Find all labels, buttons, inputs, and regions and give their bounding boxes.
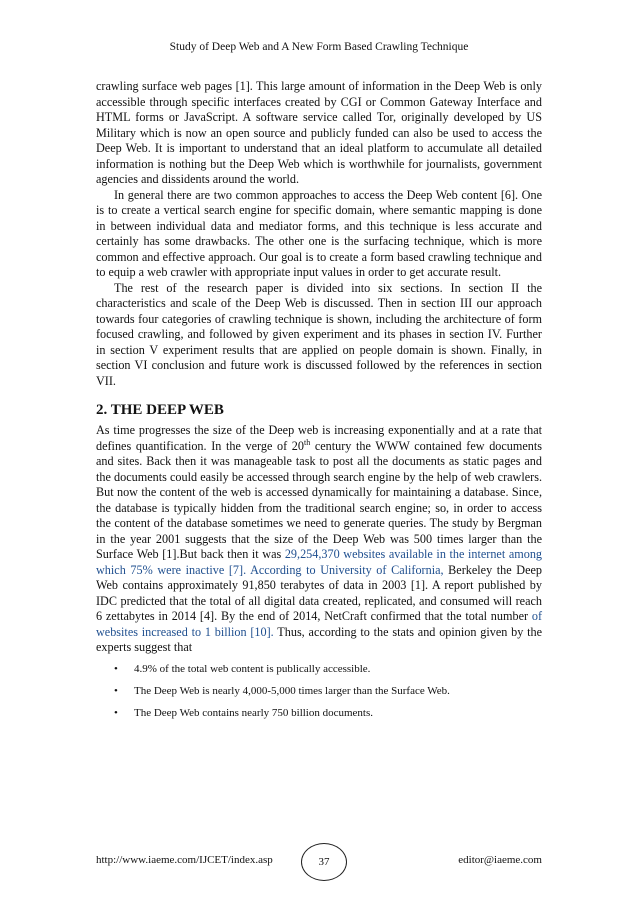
page-number-badge	[301, 843, 347, 881]
list-item	[96, 662, 542, 676]
list-item	[96, 706, 542, 720]
list-item-text: The Deep Web is nearly 4,000-5,000 times larger than the Surface Web.	[134, 684, 450, 697]
list-item-text: 4.9% of the total web content is publically accessible.	[134, 662, 371, 675]
body-content	[96, 79, 542, 728]
bullet-icon: •	[114, 662, 118, 675]
paragraph-1: crawling surface web pages [1]. This large amount of information in the Deep Web is only accessible through specific interfaces created by CGI or Common Gateway Interface and HTML forms or JavaScript. A software service called Tor, originally developed by US Military which is now an open source and publicly funded can also be used to access the Deep Web. It is important to understand that an ideal platform to accumulate all detailed information is nothing but the Deep Web which is worthwhile for journalists, government agencies and dissidents around the world.	[96, 79, 542, 186]
footer-url-link[interactable]: http://www.iaeme.com/IJCET/index.asp	[96, 854, 273, 866]
list-item-text: The Deep Web contains nearly 750 billion documents.	[134, 706, 374, 719]
page-number: 37	[318, 856, 330, 868]
section2-text-blue-1: 29,254,370 websites available in the internet among which 75% were inactive [7]. According to University of California,	[96, 547, 543, 577]
section2-paragraph	[96, 423, 542, 656]
ordinal-superscript: th	[303, 437, 311, 447]
section-heading-deep-web: 2. THE DEEP WEB	[96, 402, 224, 418]
section2-text-a: As time progresses the size of the Deep web is increasing exponentially and at a rate that defines quantification. In the verge of 20	[96, 423, 542, 453]
bullet-icon: •	[114, 684, 118, 697]
section2-text-b: century the WWW contained few documents and sites. Back then it was manageable task to post all the documents as static pages and the documents could easily be accessed through search engine by the help of web crawlers. But now the content of the web is accessed dynamically for maintaining a database. Since, the database is typically hidden from the traditional search engine; so, in order to access the content of the database sometimes we need to generate queries. The study by Bergman in the year 2001 suggests that the size of the Deep Web was 500 times larger than the Surface Web [1].But back then it was	[96, 438, 542, 561]
paragraph-3: The rest of the research paper is divided into six sections. In section II the characteristics and scale of the Deep Web is discussed. Then in section III our approach towards four categories of crawling technique is shown, including the architecture of form focused crawling, and followed by given experiment and its phases in section IV. Further in section V experiment results that are applied on people domain is shown. Finally, in section VI conclusion and future work is discussed followed by the references in section VII.	[96, 280, 542, 388]
list-item	[96, 684, 542, 698]
bullet-icon: •	[114, 706, 118, 719]
page-footer	[96, 843, 542, 877]
bullet-list	[96, 662, 542, 720]
footer-email-link[interactable]: editor@iaeme.com	[458, 854, 542, 866]
running-header: Study of Deep Web and A New Form Based Crawling Technique	[169, 41, 469, 53]
section2-text-c: Berkeley the Deep Web contains approximately 91,850 terabytes of data in 2003 [1]. A report published by IDC predicted that the total of all digital data created, replicated, and consumed will reach 6 zettabytes in 2014 [4]. By the end of 2014, NetCraft confirmed that the total number	[96, 562, 543, 623]
section2-text-blue-2: of websites increased to 1 billion [10].	[96, 609, 542, 639]
paragraph-2: In general there are two common approaches to access the Deep Web content [6]. One is to create a vertical search engine for specific domain, where semantic mapping is done in between individual data and mediator forms, and this technique is less accurate and certainly has some drawbacks. The other one is the surfacing technique, which is more common and effective approach. Our goal is to create a form based crawling technique and to equip a web crawler with appropriate input values in order to get accurate result.	[96, 187, 542, 279]
section2-text-d: Thus, according to the stats and opinion given by the experts suggest that	[96, 624, 542, 654]
